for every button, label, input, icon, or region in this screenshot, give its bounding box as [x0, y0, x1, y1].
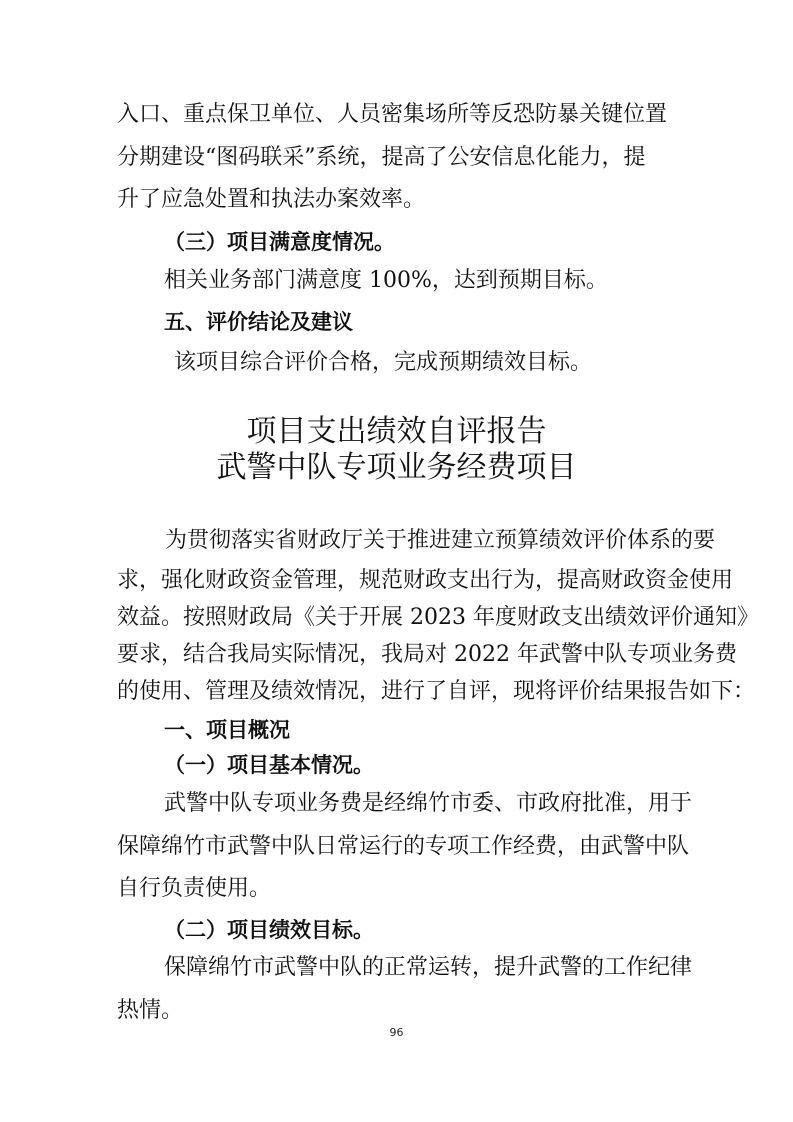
satisfaction-heading: （三）项目满意度情况。 — [164, 230, 395, 254]
report-title-line-1: 项目支出绩效自评报告 — [246, 414, 547, 449]
conclusion-text: 该项目综合评价合格，完成预期绩效目标。 — [174, 350, 593, 375]
goal-line-2: 热情。 — [117, 998, 184, 1023]
basic-info-line-1: 武警中队专项业务费是经绵竹市委、市政府批准，用于 — [164, 791, 693, 816]
report-title-line-2: 武警中队专项业务经费项目 — [216, 450, 577, 485]
page-number: 96 — [389, 1026, 404, 1039]
basic-info-line-2: 保障绵竹市武警中队日常运行的专项工作经费，由武警中队 — [117, 834, 690, 859]
continuation-line-2: 分期建设“图码联采”系统，提高了公安信息化能力，提 — [117, 145, 646, 170]
intro-line-1: 为贯彻落实省财政厅关于推进建立预算绩效评价体系的要 — [165, 528, 716, 553]
basic-info-line-3: 自行负责使用。 — [117, 876, 272, 901]
intro-line-3: 效益。按照财政局《关于开展 2023 年度财政支出绩效评价通知》 — [117, 605, 759, 630]
continuation-line-1: 入口、重点保卫单位、人员密集场所等反恐防暴关键位置 — [117, 102, 668, 127]
goal-line-1: 保障绵竹市武警中队的正常运转，提升武警的工作纪律 — [164, 955, 693, 980]
goal-heading: （二）项目绩效目标。 — [164, 918, 374, 942]
intro-line-5: 的使用、管理及绩效情况，进行了自评，现将评价结果报告如下： — [117, 679, 756, 704]
continuation-line-3: 升了应急处置和执法办案效率。 — [117, 187, 426, 212]
section-1-heading: 一、项目概况 — [164, 718, 290, 742]
basic-info-heading: （一）项目基本情况。 — [164, 753, 374, 777]
intro-line-2: 求，强化财政资金管理，规范财政支出行为，提高财政资金使用 — [117, 568, 734, 593]
intro-line-4: 要求，结合我局实际情况，我局对 2022 年武警中队专项业务费 — [117, 642, 737, 667]
conclusion-heading: 五、评价结论及建议 — [164, 310, 353, 334]
satisfaction-text: 相关业务部门满意度 100%，达到预期目标。 — [164, 268, 608, 293]
